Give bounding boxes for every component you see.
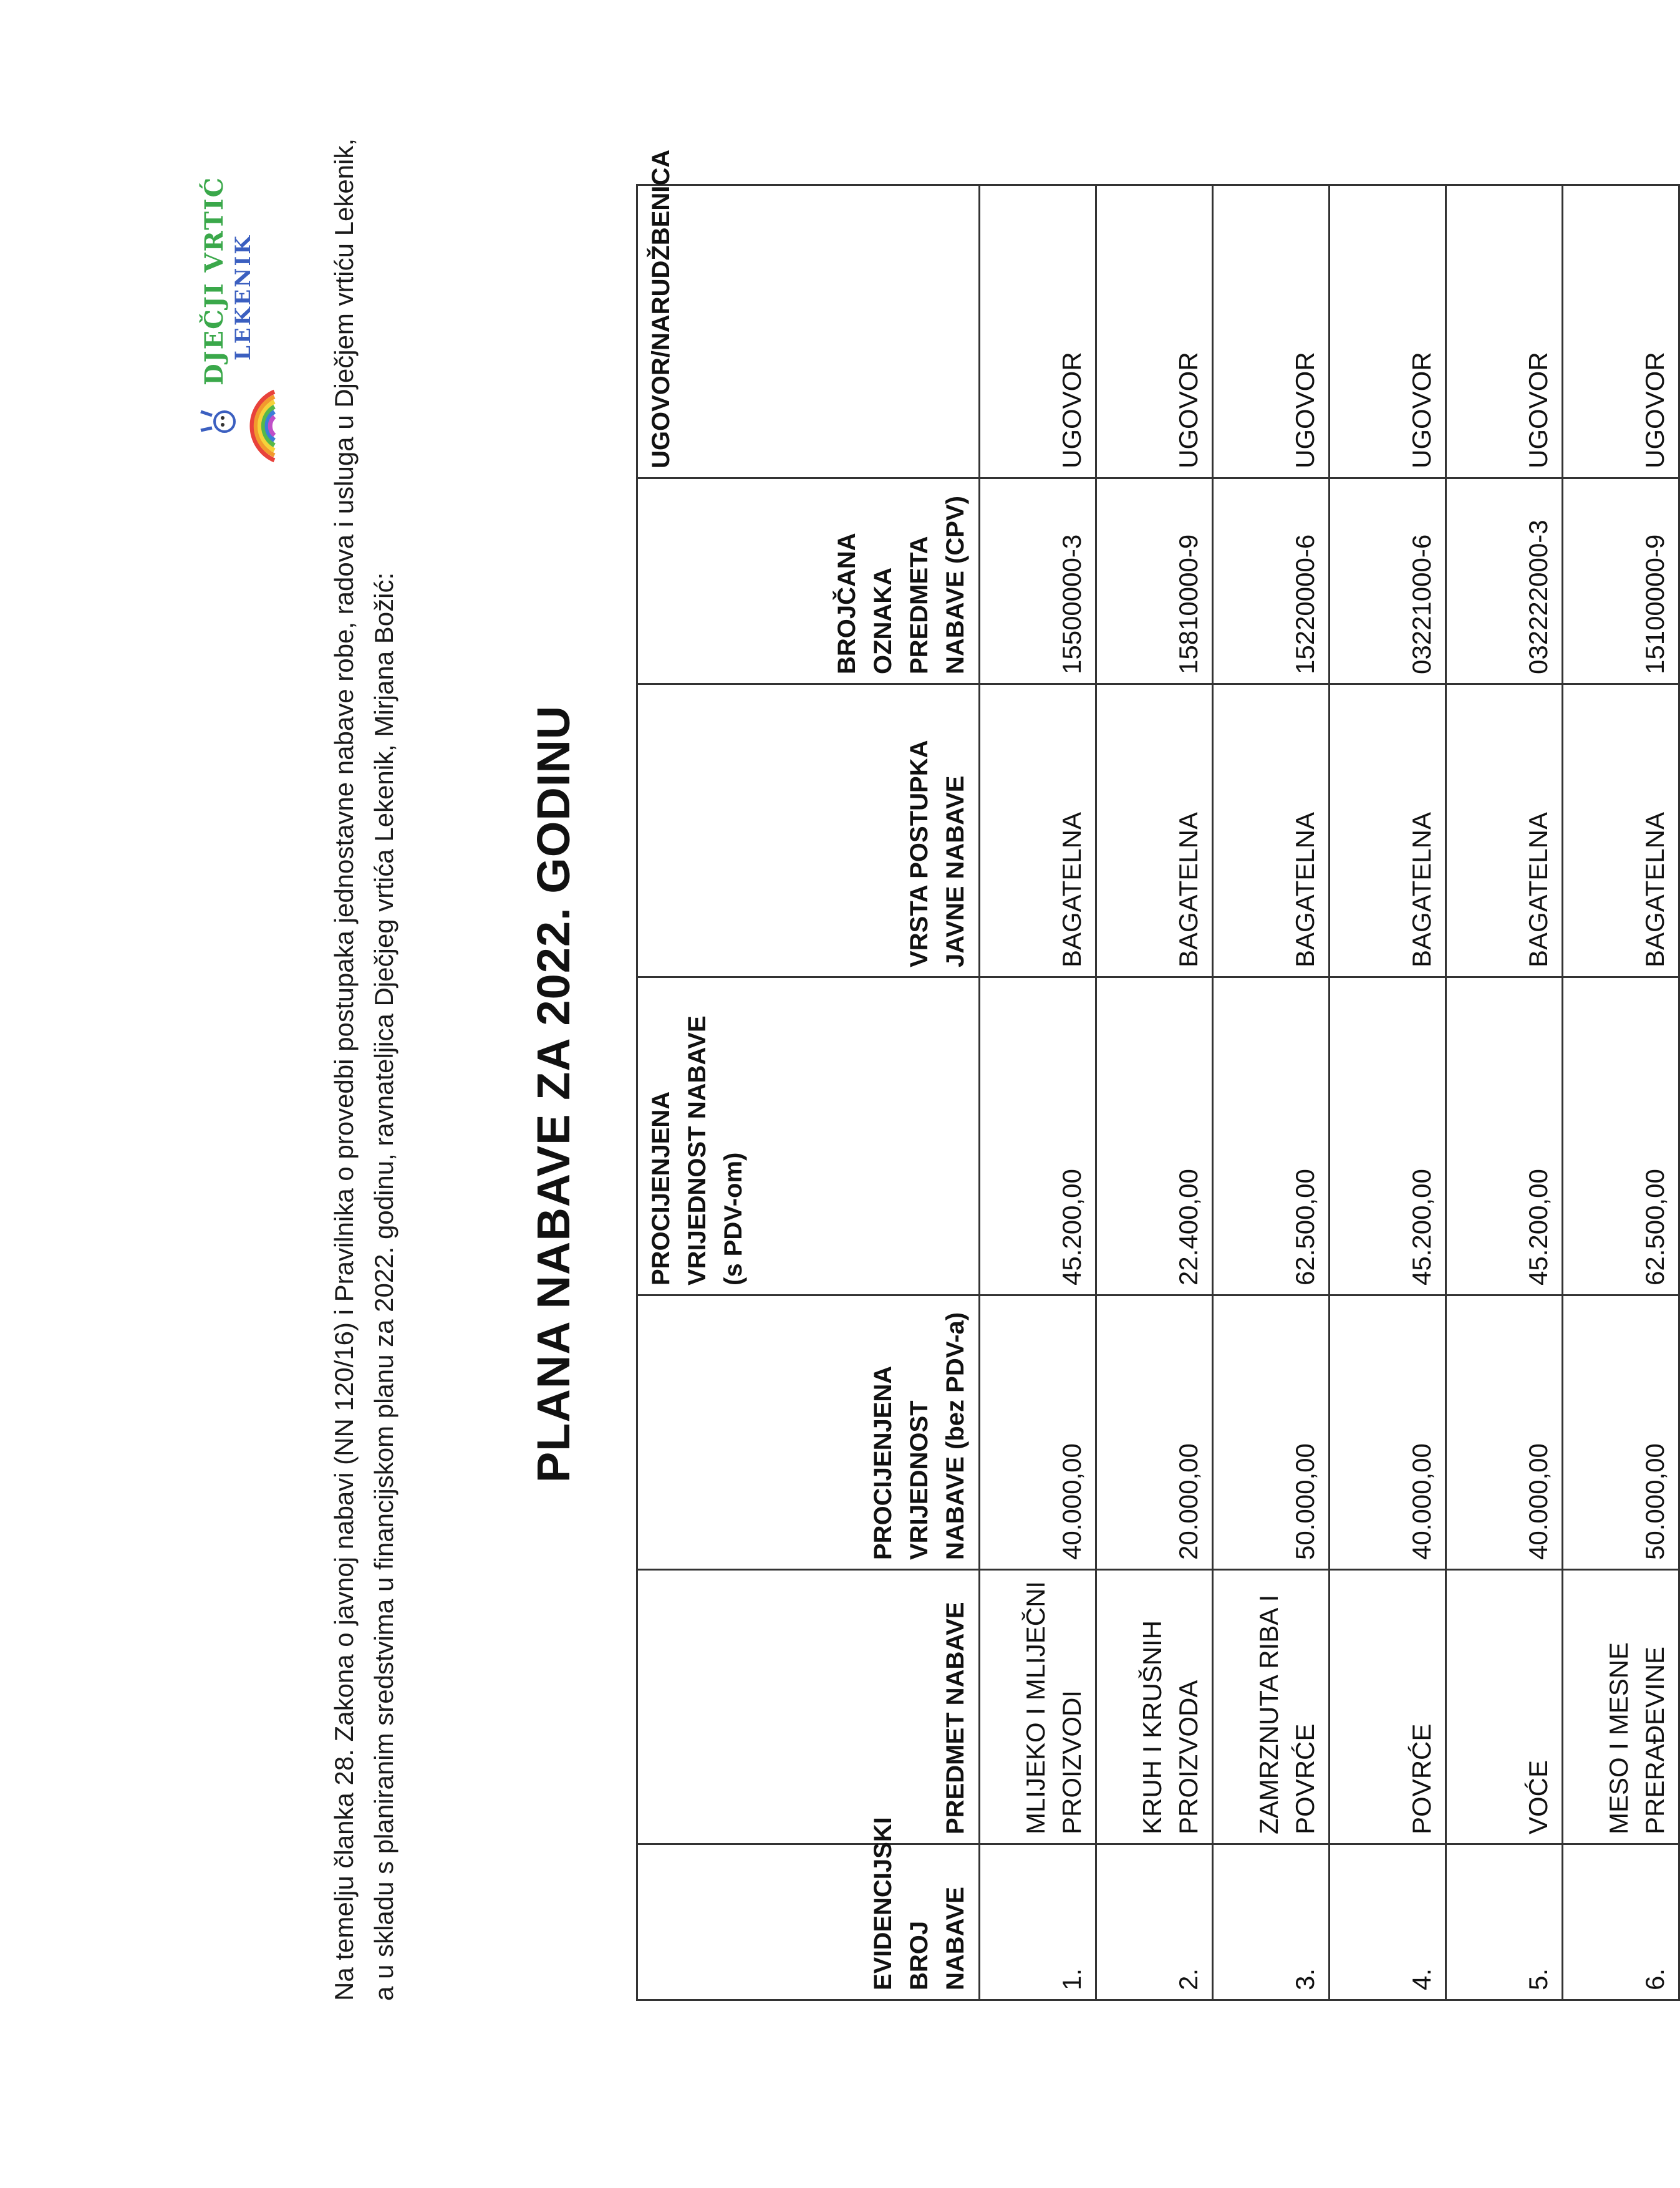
table-row xyxy=(1563,185,1679,2000)
document-title: PLANA NABAVE ZA 2022. GODINU xyxy=(528,705,579,1483)
table-row xyxy=(1096,185,1213,2000)
cell-bez-pdv: 50.000,00 xyxy=(1563,1295,1679,1570)
kindergarten-logo xyxy=(187,176,293,467)
cell-vrsta: BAGATELNA xyxy=(1563,684,1679,977)
header-ugovor-narudzbenica: UGOVOR/NARUDŽBENICA xyxy=(637,185,980,478)
cell-predmet: POVRĆE xyxy=(1330,1570,1446,1844)
cell-bez-pdv: 40.000,00 xyxy=(1330,1295,1446,1570)
rainbow-icon xyxy=(187,385,281,467)
intro-paragraph xyxy=(324,138,404,2001)
cell-cpv: 03221000-6 xyxy=(1330,478,1446,684)
cell-vrsta: BAGATELNA xyxy=(1446,684,1563,977)
cell-predmet: MESO I MESNE PRERAĐEVINE xyxy=(1563,1570,1679,1844)
cell-s-pdv: 45.200,00 xyxy=(980,977,1096,1295)
cell-vrsta: BAGATELNA xyxy=(1096,684,1213,977)
header-predmet-nabave: PREDMET NABAVE xyxy=(637,1570,980,1844)
header-vrijednost-s-pdv: PROCIJENJENA VRIJEDNOST NABAVE (s PDV-om) xyxy=(637,977,980,1295)
intro-line-1: Na temelju članka 28. Zakona o javnoj nabavi (NN 120/16) i Pravilnika o provedbi postupaka jednostavne nabave robe, radova i usluga u Dječjem vrtiću Lekenik, xyxy=(329,138,359,2001)
header-vrijednost-bez-pdv: PROCIJENJENA VRIJEDNOST NABAVE (bez PDV-a) xyxy=(637,1295,980,1570)
table-row xyxy=(1330,185,1446,2000)
table-row xyxy=(980,185,1096,2000)
cell-predmet: KRUH I KRUŠNIH PROIZVODA xyxy=(1096,1570,1213,1844)
cell-bez-pdv: 50.000,00 xyxy=(1213,1295,1330,1570)
cell-broj: 2. xyxy=(1096,1844,1213,2000)
cell-cpv: 15810000-9 xyxy=(1096,478,1213,684)
cell-cpv: 15500000-3 xyxy=(980,478,1096,684)
header-vrsta-postupka: VRSTA POSTUPKA JAVNE NABAVE xyxy=(637,684,980,977)
cell-s-pdv: 62.500,00 xyxy=(1213,977,1330,1295)
cell-cpv: 032222000-3 xyxy=(1446,478,1563,684)
procurement-plan-table xyxy=(636,149,1680,2001)
cell-vrsta: BAGATELNA xyxy=(980,684,1096,977)
cell-predmet: VOĆE xyxy=(1446,1570,1563,1844)
cell-broj: 3. xyxy=(1213,1844,1330,2000)
cell-ugovor: UGOVOR xyxy=(1563,185,1679,478)
table-row xyxy=(1446,185,1563,2000)
table-row xyxy=(1213,185,1330,2000)
cell-ugovor: UGOVOR xyxy=(1213,185,1330,478)
header-cpv: BROJČANA OZNAKA PREDMETA NABAVE (CPV) xyxy=(637,478,980,684)
cell-cpv: 15100000-9 xyxy=(1563,478,1679,684)
cell-ugovor: UGOVOR xyxy=(980,185,1096,478)
cell-ugovor: UGOVOR xyxy=(1330,185,1446,478)
cell-broj: 5. xyxy=(1446,1844,1563,2000)
cell-broj: 6. xyxy=(1563,1844,1679,2000)
cell-broj: 4. xyxy=(1330,1844,1446,2000)
intro-line-2: a u skladu s planiranim sredstvima u financijskom planu za 2022. godinu, ravnateljica Dječjeg vrtića Lekenik, Mirjana Božić: xyxy=(369,572,398,2001)
logo-line1: DJEČJI VRTIĆ xyxy=(200,176,229,385)
cell-ugovor: UGOVOR xyxy=(1446,185,1563,478)
header-evidencijski-broj: EVIDENCIJSKI BROJ NABAVE xyxy=(637,1844,980,2000)
cell-bez-pdv: 20.000,00 xyxy=(1096,1295,1213,1570)
cell-s-pdv: 45.200,00 xyxy=(1446,977,1563,1295)
cell-vrsta: BAGATELNA xyxy=(1213,684,1330,977)
cell-s-pdv: 62.500,00 xyxy=(1563,977,1679,1295)
cell-vrsta: BAGATELNA xyxy=(1330,684,1446,977)
cell-predmet: ZAMRZNUTA RIBA I POVRĆE xyxy=(1213,1570,1330,1844)
cell-s-pdv: 22.400,00 xyxy=(1096,977,1213,1295)
cell-cpv: 15220000-6 xyxy=(1213,478,1330,684)
cell-bez-pdv: 40.000,00 xyxy=(1446,1295,1563,1570)
logo-line2: LEKENIK xyxy=(231,234,256,361)
cell-predmet: MLIJEKO I MLIJEČNI PROIZVODI xyxy=(980,1570,1096,1844)
cell-bez-pdv: 40.000,00 xyxy=(980,1295,1096,1570)
cell-ugovor: UGOVOR xyxy=(1096,185,1213,478)
cell-s-pdv: 45.200,00 xyxy=(1330,977,1446,1295)
table-header-row xyxy=(637,185,980,2000)
cell-broj: 1. xyxy=(980,1844,1096,2000)
